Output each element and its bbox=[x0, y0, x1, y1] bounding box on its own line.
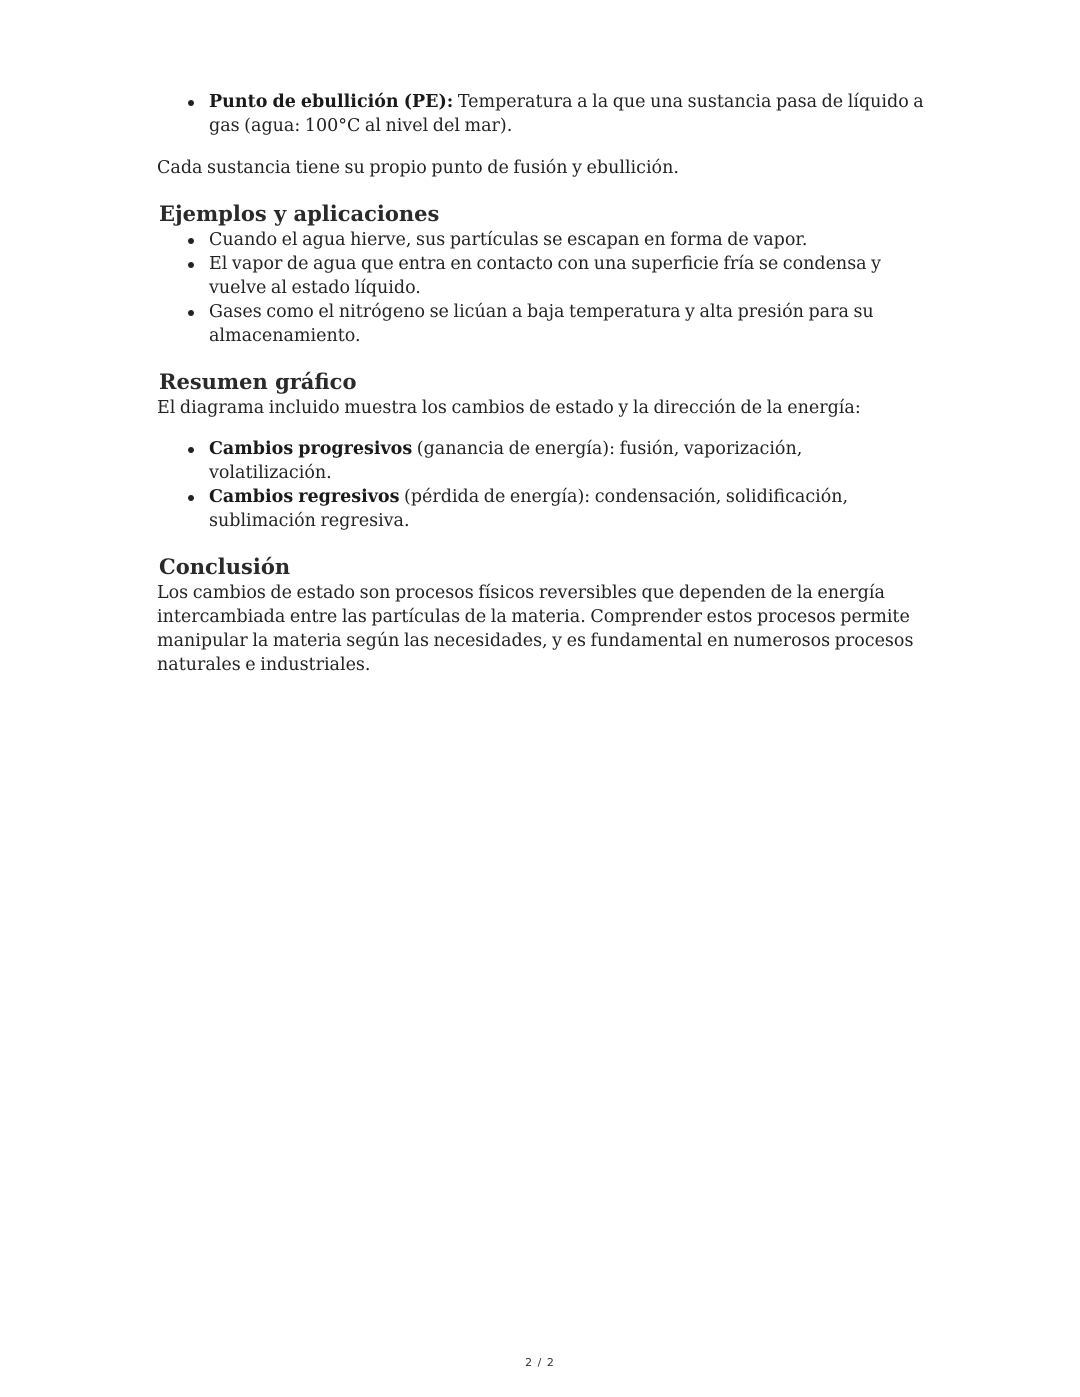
list-item: Gases como el nitrógeno se licúan a baja temperatura y alta presión para su almacenamiento. bbox=[157, 300, 927, 348]
summary-intro: El diagrama incluido muestra los cambios de estado y la dirección de la energía: bbox=[157, 398, 861, 418]
examples-list bbox=[157, 228, 927, 348]
definition-boiling-point: Temperatura a la que una sustancia pasa de líquido a gas (agua: 100°C al nivel del mar). bbox=[209, 92, 924, 136]
intro-paragraph: Cada sustancia tiene su propio punto de fusión y ebullición. bbox=[157, 158, 679, 178]
term-regressive: Cambios regresivos bbox=[209, 487, 400, 507]
list-item-regressive bbox=[157, 485, 927, 533]
definition-regressive: (pérdida de energía): condensación, solidificación, sublimación regresiva. bbox=[209, 487, 849, 531]
term-boiling-point: Punto de ebullición (PE): bbox=[209, 92, 454, 112]
list-item-boiling-point bbox=[157, 90, 927, 138]
document-page bbox=[157, 90, 927, 677]
list-item: El vapor de agua que entra en contacto con una superficie fría se condensa y vuelve al estado líquido. bbox=[157, 252, 927, 300]
boiling-point-list bbox=[157, 90, 927, 138]
conclusion-paragraph: Los cambios de estado son procesos físicos reversibles que dependen de la energía intercambiada entre las partículas de la materia. Comprender estos procesos permite manipular la materia según las necesidades, y es fundamental en numerosos procesos naturales e industriales. bbox=[157, 583, 914, 675]
list-item: Cuando el agua hierve, sus partículas se escapan en forma de vapor. bbox=[157, 228, 927, 252]
summary-heading: Resumen gráfico bbox=[159, 369, 357, 394]
definition-progressive: (ganancia de energía): fusión, vaporización, volatilización. bbox=[209, 439, 803, 483]
list-item-progressive bbox=[157, 437, 927, 485]
term-progressive: Cambios progresivos bbox=[209, 439, 413, 459]
conclusion-heading: Conclusión bbox=[159, 554, 291, 579]
examples-heading: Ejemplos y aplicaciones bbox=[159, 201, 440, 226]
page-number: 2 / 2 bbox=[525, 1356, 555, 1369]
summary-list bbox=[157, 437, 927, 533]
